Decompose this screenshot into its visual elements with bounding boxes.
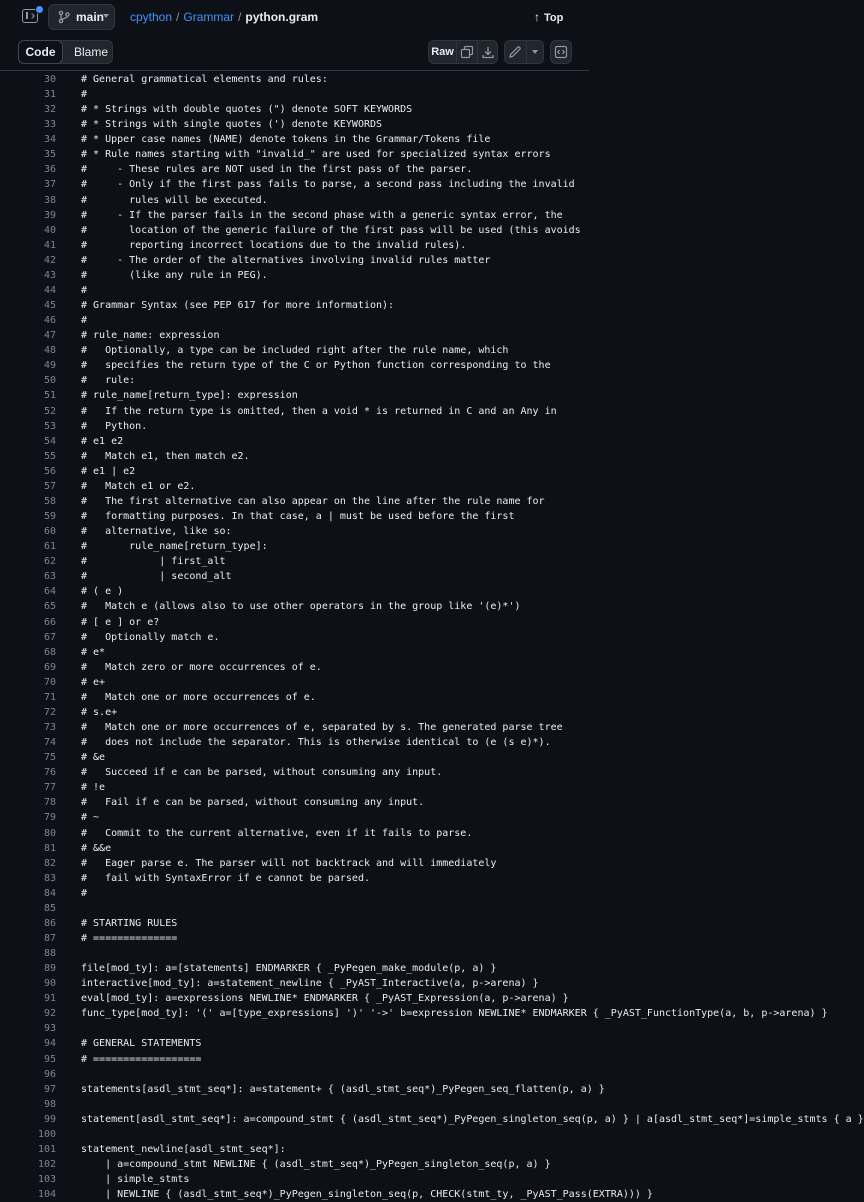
code-line — [0, 976, 589, 991]
line-content: # GENERAL STATEMENTS — [81, 1038, 202, 1050]
line-number[interactable]: 98 — [43, 1098, 56, 1110]
code-line — [0, 419, 589, 434]
line-content: # * Rule names starting with "invalid_" are used for specialized syntax errors — [81, 149, 551, 161]
code-line — [0, 916, 589, 931]
line-number[interactable]: 84 — [43, 887, 56, 899]
code-line — [0, 1006, 828, 1021]
raw-button[interactable]: Raw — [429, 41, 457, 63]
line-content: | NEWLINE { (asdl_stmt_seq*)_PyPegen_singleton_seq(p, CHECK(stmt_ty, _PyAST_Pass(EXTRA))) } — [81, 1189, 653, 1201]
line-number[interactable]: 101 — [37, 1143, 56, 1155]
code-view[interactable] — [0, 71, 864, 1201]
line-number[interactable]: 74 — [43, 737, 56, 749]
line-number[interactable]: 62 — [43, 556, 56, 568]
copy-raw-button[interactable] — [457, 41, 478, 63]
line-content: # — [81, 315, 88, 327]
download-raw-button[interactable] — [478, 41, 498, 63]
code-line — [0, 1036, 589, 1051]
code-line — [0, 841, 589, 856]
code-line — [0, 404, 589, 419]
breadcrumb-file-name: python.gram — [245, 10, 319, 24]
line-number[interactable]: 35 — [43, 149, 56, 161]
code-line — [0, 449, 589, 464]
arrow-up-icon: ↑ — [534, 10, 540, 24]
code-line — [0, 539, 589, 554]
line-number[interactable]: 83 — [43, 872, 56, 884]
line-content: # [ e ] or e? — [81, 616, 160, 628]
line-content: # rule_name: expression — [81, 330, 220, 342]
code-line — [0, 177, 589, 192]
line-content: # Match one or more occurrences of e. — [81, 691, 316, 703]
line-content: # Grammar Syntax (see PEP 617 for more information): — [81, 300, 395, 312]
code-line — [0, 660, 589, 675]
code-line — [0, 313, 589, 328]
edit-actions-group — [504, 40, 544, 64]
line-content: # location of the generic failure of the first pass will be used (this avoids — [81, 224, 581, 236]
line-number[interactable]: 47 — [43, 330, 56, 342]
line-content: # Match one or more occurrences of e, separated by s. The generated parse tree — [81, 722, 563, 733]
line-number[interactable]: 102 — [37, 1159, 56, 1171]
line-number[interactable]: 76 — [43, 767, 56, 779]
file-toolbar — [0, 34, 589, 71]
line-number[interactable]: 58 — [43, 495, 56, 507]
code-line — [0, 87, 589, 102]
line-number[interactable]: 32 — [43, 104, 56, 116]
line-number[interactable]: 97 — [43, 1083, 56, 1095]
line-content: statement[asdl_stmt_seq*]: a=compound_stmt { (asdl_stmt_seq*)_PyPegen_singleton_seq(p, a) } | a[asdl_stmt_seq*]=simple_stmts { a } — [81, 1113, 864, 1125]
code-line — [0, 645, 589, 660]
line-number[interactable]: 78 — [43, 797, 56, 809]
code-line — [0, 856, 589, 871]
code-line — [0, 554, 589, 569]
code-line — [0, 991, 589, 1006]
code-line — [0, 193, 589, 208]
line-number[interactable]: 79 — [43, 812, 56, 824]
code-line — [0, 886, 589, 901]
top-label: Top — [544, 12, 564, 24]
code-line — [0, 208, 589, 223]
line-content: file[mod_ty]: a=[statements] ENDMARKER { _PyPegen_make_module(p, a) } — [81, 963, 497, 975]
code-line — [0, 283, 589, 298]
line-number[interactable]: 100 — [37, 1128, 56, 1140]
line-content: # reporting incorrect locations due to the invalid rules). — [81, 239, 467, 251]
line-content: statements[asdl_stmt_seq*]: a=statement+ { (asdl_stmt_seq*)_PyPegen_seq_flatten(p, a) } — [81, 1083, 605, 1095]
line-content: # — [81, 284, 88, 296]
line-content: # - The order of the alternatives involving invalid rules matter — [81, 254, 491, 266]
line-number[interactable]: 99 — [43, 1113, 56, 1125]
line-number[interactable]: 66 — [43, 616, 56, 628]
line-content: # - These rules are NOT used in the first pass of the parser. — [81, 164, 473, 176]
line-content: # ============== — [81, 932, 178, 944]
line-content: # e* — [81, 646, 106, 658]
line-content: # rule_name[return_type]: expression — [81, 390, 298, 402]
line-content: # formatting purposes. In that case, a | must be used before the first — [81, 511, 515, 523]
line-content: # General grammatical elements and rules: — [81, 74, 328, 85]
line-content: # * Strings with double quotes (") denote SOFT KEYWORDS — [81, 104, 413, 116]
code-line — [0, 826, 589, 841]
breadcrumb-separator: / — [238, 10, 242, 24]
line-content: # specifies the return type of the C or Python function corresponding to the — [81, 360, 551, 372]
line-content: # Match e1 or e2. — [81, 480, 196, 492]
code-line — [0, 1082, 605, 1097]
line-number[interactable]: 36 — [43, 164, 56, 176]
code-line — [0, 569, 589, 584]
code-line — [0, 298, 589, 313]
code-line — [0, 901, 589, 916]
edit-menu-button[interactable] — [527, 41, 544, 63]
code-line — [0, 147, 589, 162]
line-content: # | first_alt — [81, 556, 226, 568]
edit-file-button[interactable] — [505, 41, 527, 63]
code-line — [0, 720, 589, 735]
line-number[interactable]: 77 — [43, 782, 56, 794]
line-number[interactable]: 61 — [43, 541, 56, 553]
line-content: # - Only if the first pass fails to parse, a second pass including the invalid — [81, 179, 575, 191]
code-line — [0, 223, 589, 238]
line-content: # fail with SyntaxError if e cannot be parsed. — [81, 872, 370, 884]
line-number[interactable]: 73 — [43, 722, 56, 733]
line-content: | simple_stmts — [81, 1174, 190, 1186]
line-number[interactable]: 104 — [37, 1189, 56, 1201]
line-content: # e1 e2 — [81, 435, 124, 447]
line-content: # ( e ) — [81, 586, 124, 598]
tab-code[interactable]: Code — [18, 40, 63, 64]
line-content: # Commit to the current alternative, even if it fails to parse. — [81, 827, 473, 839]
line-number[interactable]: 30 — [43, 74, 56, 85]
line-content: # - If the parser fails in the second phase with a generic syntax error, the — [81, 209, 563, 221]
line-number[interactable]: 51 — [43, 390, 56, 402]
code-line — [0, 162, 589, 177]
line-content: # — [81, 89, 88, 101]
line-number[interactable]: 52 — [43, 405, 56, 417]
code-line — [0, 373, 589, 388]
code-line — [0, 615, 589, 630]
line-content: # alternative, like so: — [81, 526, 232, 538]
line-number[interactable]: 37 — [43, 179, 56, 191]
chevron-down-icon — [103, 14, 109, 18]
line-content: # If the return type is omitted, then a void * is returned in C and an Any in — [81, 405, 557, 417]
raw-actions-group — [428, 40, 498, 64]
line-content: statement_newline[asdl_stmt_seq*]: — [81, 1143, 286, 1155]
breadcrumb-repo-link[interactable]: cpython — [130, 10, 173, 24]
line-number[interactable]: 56 — [43, 465, 56, 477]
code-line — [0, 1067, 589, 1082]
code-line — [0, 238, 589, 253]
line-content: # Match e (allows also to use other operators in the group like '(e)*') — [81, 601, 521, 613]
code-line — [0, 871, 589, 886]
line-number[interactable]: 44 — [43, 284, 56, 296]
chevron-down-icon — [532, 50, 538, 54]
line-number[interactable]: 40 — [43, 224, 56, 236]
line-number[interactable]: 42 — [43, 254, 56, 266]
code-line — [0, 735, 589, 750]
line-content: # STARTING RULES — [81, 917, 178, 929]
line-number[interactable]: 75 — [43, 752, 56, 764]
line-number[interactable]: 45 — [43, 300, 56, 312]
line-number[interactable]: 71 — [43, 691, 56, 703]
code-line — [0, 690, 589, 705]
code-line — [0, 931, 589, 946]
line-content: # * Strings with single quotes (') denote KEYWORDS — [81, 119, 383, 131]
line-content: # Optionally match e. — [81, 631, 220, 643]
code-line — [0, 117, 589, 132]
breadcrumb-separator: / — [176, 10, 180, 24]
line-number[interactable]: 90 — [43, 978, 56, 990]
code-line — [0, 343, 589, 358]
code-line — [0, 780, 589, 795]
line-number[interactable]: 64 — [43, 586, 56, 598]
line-content: # ~ — [81, 812, 100, 824]
line-content: # rules will be executed. — [81, 194, 268, 206]
line-content: func_type[mod_ty]: '(' a=[type_expressions] ')' '->' b=expression NEWLINE* ENDMARKER { _PyAST_FunctionType(a, b, p->arena) } — [81, 1008, 828, 1020]
line-number[interactable]: 72 — [43, 706, 56, 718]
line-number[interactable]: 50 — [43, 375, 56, 387]
tab-blame[interactable]: Blame — [73, 45, 108, 59]
line-content: # &&e — [81, 842, 112, 854]
line-content: # * Upper case names (NAME) denote tokens in the Grammar/Tokens file — [81, 134, 491, 146]
line-content: # Fail if e can be parsed, without consuming any input. — [81, 797, 425, 809]
code-line — [0, 750, 589, 765]
line-number[interactable]: 48 — [43, 345, 56, 357]
code-line — [0, 524, 589, 539]
line-content: | a=compound_stmt NEWLINE { (asdl_stmt_seq*)_PyPegen_singleton_seq(p, a) } — [81, 1159, 551, 1171]
line-number[interactable]: 57 — [43, 480, 56, 492]
line-content: # The first alternative can also appear on the line after the rule name for — [81, 495, 545, 507]
code-line — [0, 509, 589, 524]
code-line — [0, 1142, 589, 1157]
code-line — [0, 464, 589, 479]
code-line — [0, 961, 589, 976]
code-line — [0, 705, 589, 720]
line-content: # s.e+ — [81, 706, 118, 718]
git-branch-icon — [57, 10, 71, 24]
line-content: eval[mod_ty]: a=expressions NEWLINE* ENDMARKER { _PyAST_Expression(a, p->arena) } — [81, 993, 569, 1005]
line-number[interactable]: 55 — [43, 450, 56, 462]
line-number[interactable]: 91 — [43, 993, 56, 1005]
line-number[interactable]: 41 — [43, 239, 56, 251]
line-number[interactable]: 81 — [43, 842, 56, 854]
code-line — [0, 434, 589, 449]
line-number[interactable]: 67 — [43, 631, 56, 643]
line-number[interactable]: 60 — [43, 526, 56, 538]
line-content: interactive[mod_ty]: a=statement_newline { _PyAST_Interactive(a, p->arena) } — [81, 978, 539, 990]
line-content: # Match zero or more occurrences of e. — [81, 661, 322, 673]
line-content: # e+ — [81, 676, 106, 688]
line-content: # &e — [81, 752, 106, 764]
code-line — [0, 1172, 589, 1187]
line-number[interactable]: 53 — [43, 420, 56, 432]
line-content: # Succeed if e can be parsed, without consuming any input. — [81, 767, 443, 779]
code-line — [0, 132, 589, 147]
line-content: # Python. — [81, 420, 148, 432]
line-number[interactable]: 82 — [43, 857, 56, 869]
line-content: # ================== — [81, 1053, 202, 1065]
line-number[interactable]: 38 — [43, 194, 56, 206]
line-number[interactable]: 34 — [43, 134, 56, 146]
line-number[interactable]: 85 — [43, 902, 56, 914]
code-line — [0, 479, 589, 494]
code-line — [0, 1112, 864, 1127]
code-line — [0, 810, 589, 825]
line-number[interactable]: 92 — [43, 1008, 56, 1020]
line-content: # | second_alt — [81, 571, 232, 583]
code-line — [0, 1157, 589, 1172]
line-number[interactable]: 33 — [43, 119, 56, 131]
line-number[interactable]: 88 — [43, 948, 56, 960]
code-line — [0, 675, 589, 690]
line-number[interactable]: 46 — [43, 315, 56, 327]
code-line — [0, 1187, 653, 1202]
code-line — [0, 1021, 589, 1036]
line-number[interactable]: 93 — [43, 1023, 56, 1035]
line-number[interactable]: 95 — [43, 1053, 56, 1065]
sidebar-toggle-button[interactable] — [18, 4, 44, 30]
code-line — [0, 328, 589, 343]
line-number[interactable]: 39 — [43, 209, 56, 221]
scroll-to-top-button[interactable] — [534, 10, 563, 24]
line-number[interactable]: 31 — [43, 89, 56, 101]
code-line — [0, 268, 589, 283]
code-line — [0, 253, 589, 268]
line-content: # Match e1, then match e2. — [81, 450, 250, 462]
line-number[interactable]: 59 — [43, 511, 56, 523]
code-line — [0, 630, 589, 645]
code-line — [0, 765, 589, 780]
code-line — [0, 599, 589, 614]
line-content: # — [81, 887, 88, 899]
code-line — [0, 358, 589, 373]
line-number[interactable]: 87 — [43, 932, 56, 944]
line-content: # (like any rule in PEG). — [81, 269, 268, 281]
line-number[interactable]: 69 — [43, 661, 56, 673]
line-number[interactable]: 63 — [43, 571, 56, 583]
line-content: # rule_name[return_type]: — [81, 541, 268, 553]
code-line — [0, 946, 589, 961]
symbols-panel-button[interactable] — [550, 40, 572, 64]
line-number[interactable]: 80 — [43, 827, 56, 839]
code-line — [0, 1052, 589, 1067]
line-number[interactable]: 89 — [43, 963, 56, 975]
code-line — [0, 1097, 589, 1112]
code-line — [0, 795, 589, 810]
line-content: # Optionally, a type can be included right after the rule name, which — [81, 345, 509, 357]
code-line — [0, 1127, 589, 1142]
line-number[interactable]: 70 — [43, 676, 56, 688]
code-line — [0, 102, 589, 117]
breadcrumb — [130, 10, 318, 24]
line-number[interactable]: 54 — [43, 435, 56, 447]
line-content: # rule: — [81, 375, 136, 387]
code-line — [0, 388, 589, 403]
line-number[interactable]: 94 — [43, 1038, 56, 1050]
line-number[interactable]: 65 — [43, 601, 56, 613]
code-line — [0, 584, 589, 599]
branch-name: main — [76, 10, 105, 24]
file-header — [0, 0, 589, 35]
line-content: # !e — [81, 782, 106, 794]
code-line — [0, 494, 589, 509]
line-number[interactable]: 86 — [43, 917, 56, 929]
line-number[interactable]: 49 — [43, 360, 56, 372]
view-mode-toggle — [18, 40, 113, 64]
line-number[interactable]: 103 — [37, 1174, 56, 1186]
code-line — [0, 72, 589, 87]
line-content: # e1 | e2 — [81, 465, 136, 477]
line-number[interactable]: 43 — [43, 269, 56, 281]
line-content: # does not include the separator. This is otherwise identical to (e (s e)*). — [81, 737, 551, 749]
branch-selector[interactable] — [48, 4, 115, 30]
line-number[interactable]: 96 — [43, 1068, 56, 1080]
breadcrumb-folder-link[interactable]: Grammar — [183, 10, 235, 24]
line-number[interactable]: 68 — [43, 646, 56, 658]
notification-dot — [35, 5, 44, 14]
line-content: # Eager parse e. The parser will not backtrack and will immediately — [81, 857, 497, 869]
